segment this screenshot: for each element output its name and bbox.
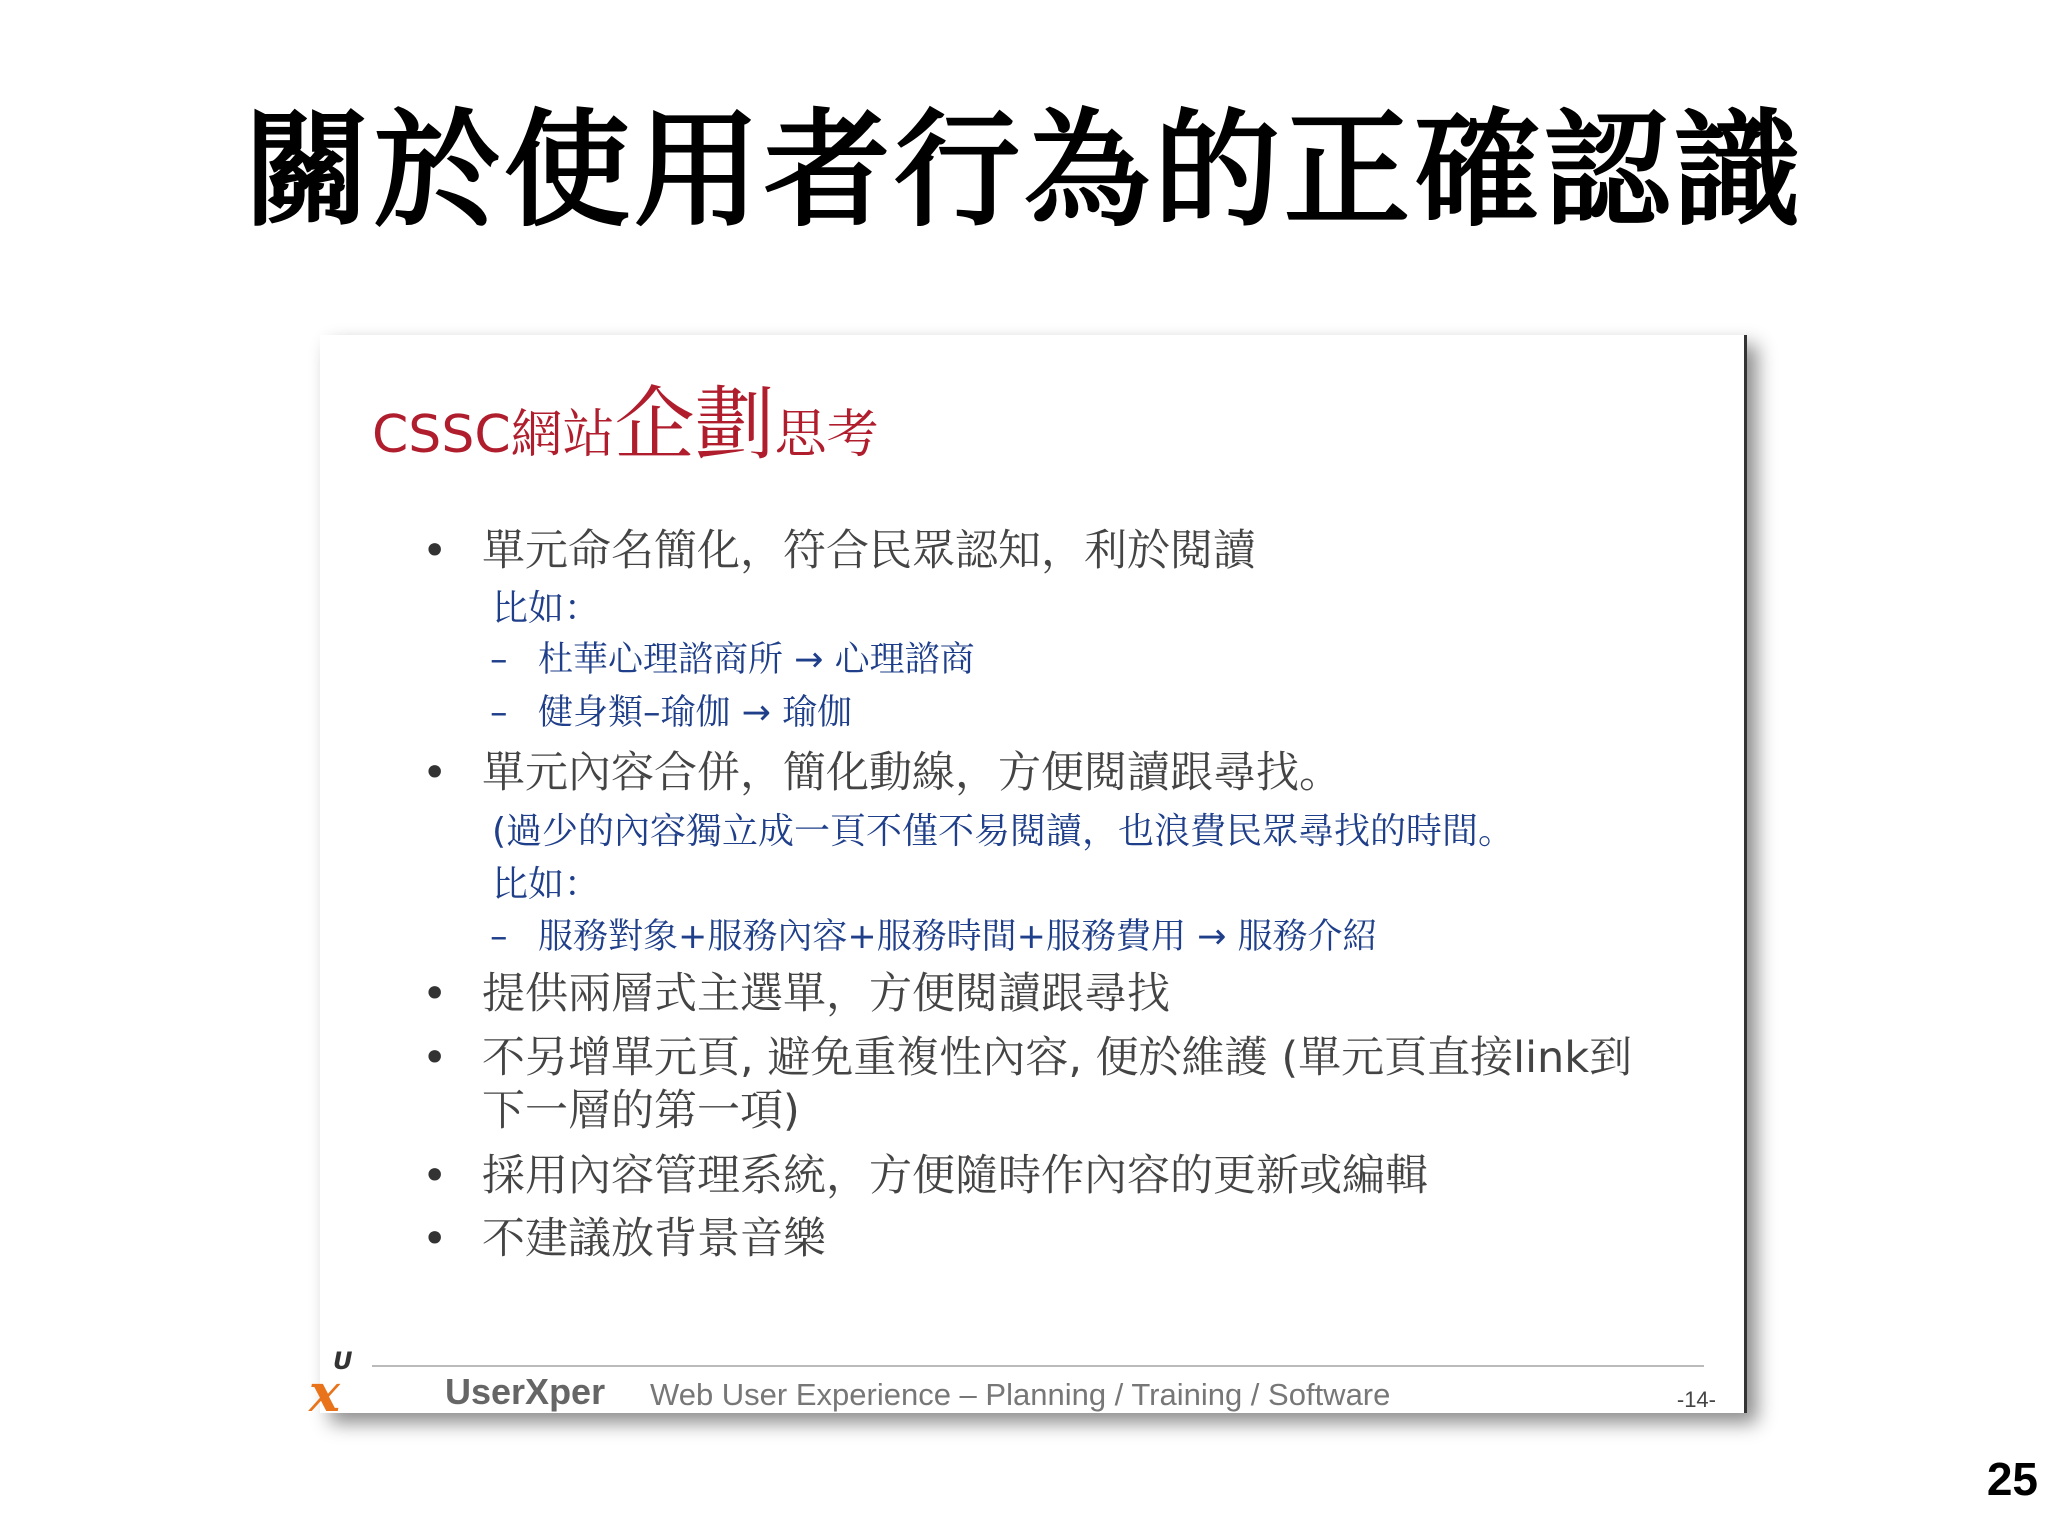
example-note: 比如： bbox=[492, 588, 601, 629]
bullet-text: 不另增單元頁, 避免重複性內容, 便於維護 (單元頁直接link到 bbox=[482, 1033, 1633, 1083]
bullet-text: 不建議放背景音樂 bbox=[482, 1214, 826, 1264]
bullet-marker: • bbox=[422, 526, 448, 576]
sub-dash: – bbox=[490, 640, 508, 680]
example-note: (過少的內容獨立成一頁不僅不易閱讀，也浪費民眾尋找的時間。 bbox=[492, 811, 1515, 852]
slide-heading-big: 企劃 bbox=[614, 378, 775, 471]
footer-tagline: Web User Experience – Planning / Training / Software bbox=[650, 1377, 1391, 1412]
bullet-text: 採用內容管理系統，方便隨時作內容的更新或編輯 bbox=[482, 1151, 1428, 1201]
page-number: 25 bbox=[1986, 1453, 2038, 1505]
sub-dash: – bbox=[490, 693, 508, 733]
svg-text:U: U bbox=[333, 1347, 353, 1375]
example-note: 比如： bbox=[492, 864, 601, 905]
bullet-marker: • bbox=[422, 1214, 448, 1264]
sub-text: 服務對象+服務內容+服務時間+服務費用 → 服務介紹 bbox=[538, 917, 1378, 957]
sub-text: 健身類–瑜伽 → 瑜伽 bbox=[538, 693, 853, 733]
bullet-marker: • bbox=[422, 1033, 448, 1083]
slide-heading-prefix: CSSC網站 bbox=[372, 405, 615, 465]
bullet-marker: • bbox=[422, 969, 448, 1019]
slide-heading-suffix: 思考 bbox=[774, 405, 879, 465]
footer-divider bbox=[372, 1365, 1704, 1367]
bullet-text: 提供兩層式主選單，方便閱讀跟尋找 bbox=[482, 969, 1170, 1019]
sub-text: 杜華心理諮商所 → 心理諮商 bbox=[538, 640, 975, 680]
slide-image bbox=[309, 335, 1747, 1415]
bullet-text: 單元內容合併，簡化動線，方便閱讀跟尋找。 bbox=[482, 748, 1342, 798]
userxper-logo-icon bbox=[295, 1345, 375, 1415]
svg-text:x: x bbox=[309, 1363, 341, 1415]
bullet-text: 單元命名簡化，符合民眾認知，利於閱讀 bbox=[482, 526, 1256, 576]
bullet-marker: • bbox=[422, 1151, 448, 1201]
footer-brand: UserXper bbox=[445, 1371, 606, 1412]
sub-dash: – bbox=[490, 917, 508, 957]
bullet-text: 下一層的第一項) bbox=[482, 1086, 800, 1136]
bullet-marker: • bbox=[422, 748, 448, 798]
page-title: 關於使用者行為的正確認識 bbox=[244, 97, 1804, 244]
slide-number: -14- bbox=[1676, 1387, 1716, 1412]
slide-heading bbox=[372, 378, 879, 471]
